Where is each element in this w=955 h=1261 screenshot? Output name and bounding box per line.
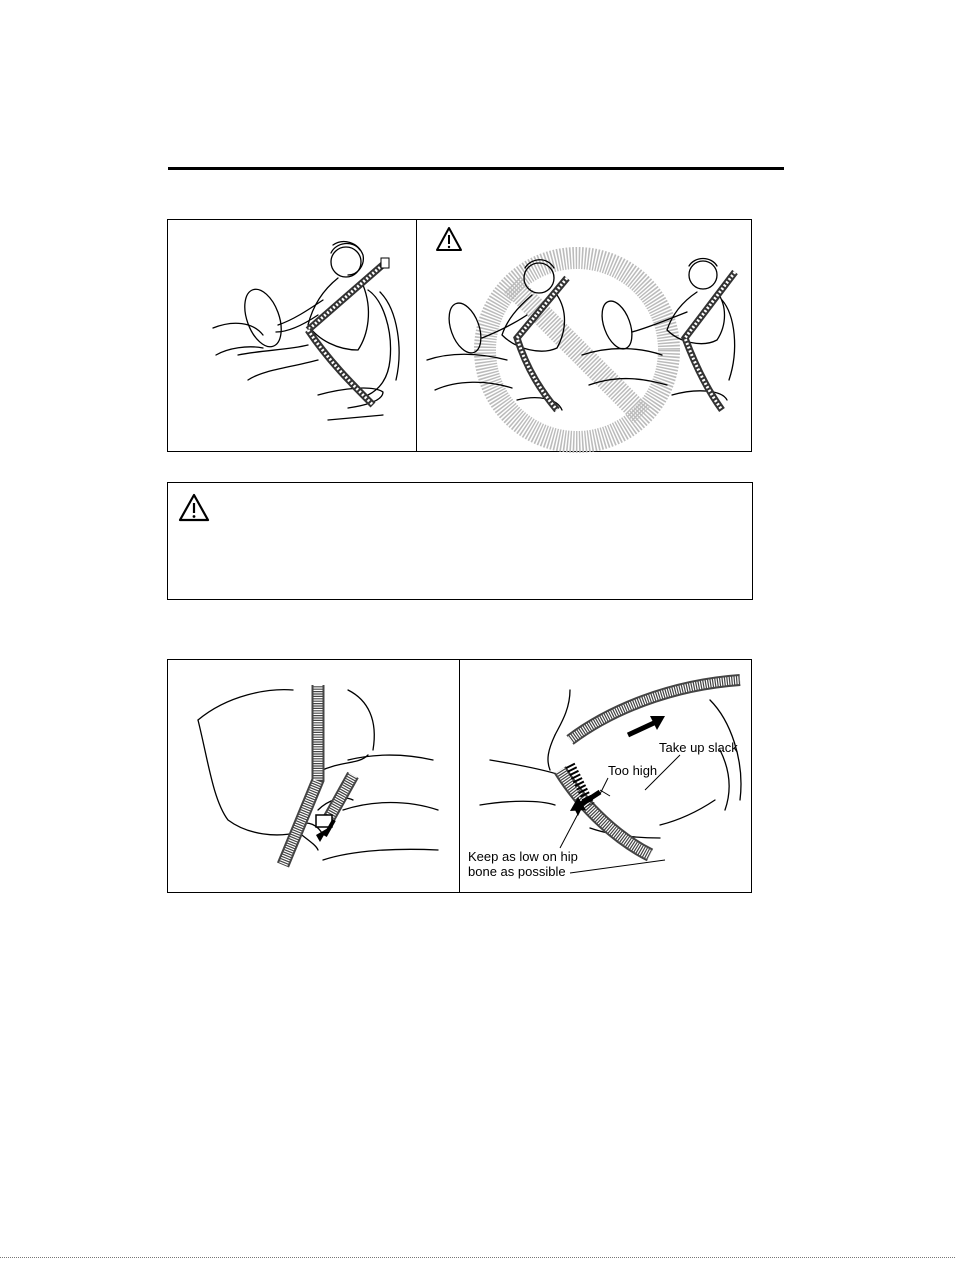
lap-belt-figure: [167, 659, 752, 893]
keep-low-label-line2: bone as possible: [468, 864, 566, 879]
buckle-insertion-illustration: [168, 660, 459, 892]
take-up-slack-label: Take up slack: [659, 740, 738, 755]
warning-triangle-icon: [177, 492, 211, 524]
too-high-label: Too high: [608, 763, 658, 778]
header-rule: [168, 167, 784, 170]
caution-box: [167, 482, 753, 600]
page-bottom-edge: [0, 1257, 955, 1258]
correct-posture-illustration: [168, 220, 416, 451]
seating-posture-figure: [167, 219, 752, 452]
warning-triangle-icon: [437, 228, 461, 250]
keep-low-label-line1: Keep as low on hip: [468, 849, 578, 864]
incorrect-posture-illustration: [417, 220, 751, 451]
